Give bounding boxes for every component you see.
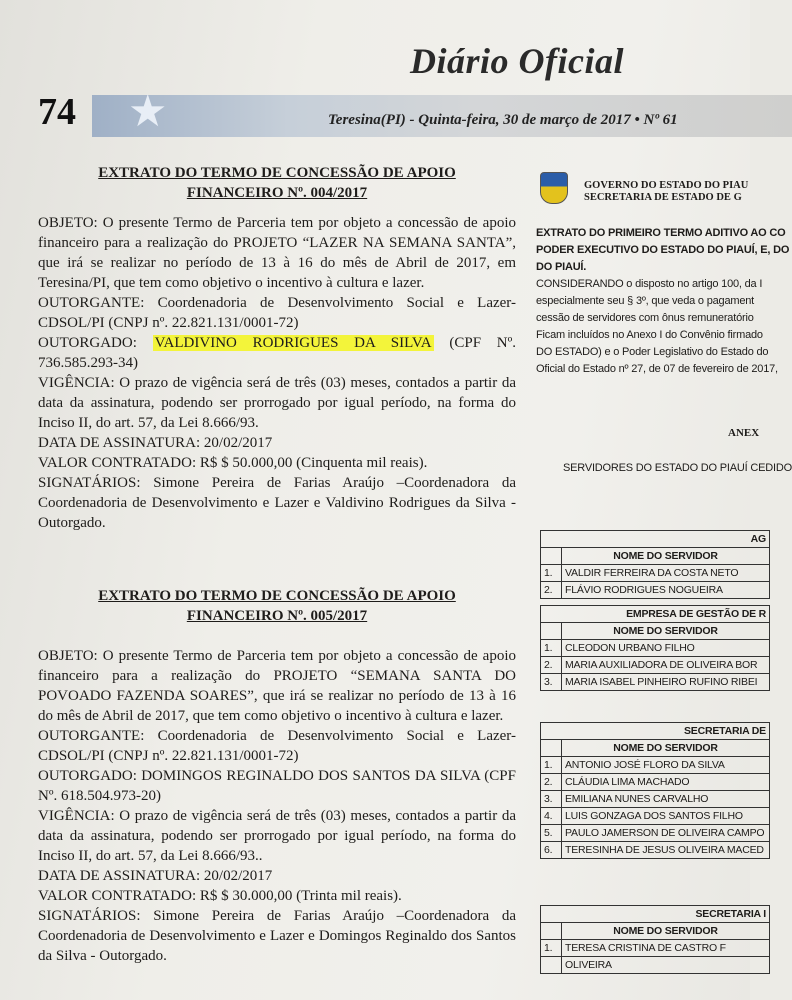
- signatarios-paragraph: SIGNATÁRIOS: Simone Pereira de Farias Araújo –Coordenadora da Coordenadoria de Desenvolvimento e Lazer e Domingos Reginaldo dos Santos da Silva - Outorgado.: [38, 908, 516, 964]
- vigencia-paragraph: VIGÊNCIA: O prazo de vigência será de três (03) meses, contados a partir da data da assinatura, podendo ser prorrogado por igual período, na forma do Inciso II, do art. 57, da Lei 8.666/93..: [38, 808, 516, 864]
- page-number: 74: [38, 91, 76, 133]
- extract-005: [38, 586, 516, 966]
- extract-title: FINANCEIRO Nº. 004/2017: [186, 185, 368, 201]
- valor-contratado: VALOR CONTRATADO: R$ $ 50.000,00 (Cinquenta mil reais).: [38, 455, 428, 471]
- column-header: NOME DO SERVIDOR: [562, 740, 770, 757]
- outorgante-paragraph: OUTORGANTE: Coordenadoria de Desenvolvimento Social e Lazer-CDSOL/PI (CNPJ nº. 22.821.131/0001-72): [38, 728, 516, 764]
- star-icon: ★: [128, 87, 168, 136]
- text-line: cessão de servidores com ônus remuneratório: [536, 312, 754, 324]
- text-line: CONSIDERANDO o disposto no artigo 100, da I: [536, 278, 763, 290]
- table-heading: EMPRESA DE GESTÃO DE R: [541, 606, 770, 623]
- table-row: 2. MARIA AUXILIADORA DE OLIVEIRA BOR: [541, 657, 770, 674]
- state-coat-of-arms-icon: [540, 172, 568, 204]
- servers-table-3: [540, 722, 770, 859]
- servers-table-1: [540, 530, 770, 599]
- highlighted-name: VALDIVINO RODRIGUES DA SILVA: [154, 335, 432, 351]
- table-heading: AG: [541, 531, 770, 548]
- text-line: DO PIAUÍ.: [536, 261, 587, 273]
- text-line: especialmente seu § 3º, que veda o pagament: [536, 295, 755, 307]
- table-heading: SECRETARIA DE: [541, 723, 770, 740]
- table-row: 2. FLÁVIO RODRIGUES NOGUEIRA: [541, 582, 770, 599]
- aditivo-text: [536, 225, 790, 378]
- data-assinatura: DATA DE ASSINATURA: 20/02/2017: [38, 435, 273, 451]
- vigencia-paragraph: VIGÊNCIA: O prazo de vigência será de três (03) meses, contados a partir da data da assinatura, podendo ser prorrogado por igual período, na forma do Inciso II, do art. 57, da Lei 8.666/93.: [38, 375, 516, 431]
- valor-contratado: VALOR CONTRATADO: R$ $ 30.000,00 (Trinta mil reais).: [38, 888, 402, 904]
- outorgado-label: OUTORGADO:: [38, 335, 153, 351]
- table-row: 5. PAULO JAMERSON DE OLIVEIRA CAMPO: [541, 825, 770, 842]
- table-row: 1. ANTONIO JOSÉ FLORO DA SILVA: [541, 757, 770, 774]
- outorgado-cpf: (CPF Nº. 736.585.293-34): [38, 335, 517, 371]
- masthead-title: Diário Oficial: [410, 41, 624, 81]
- servers-table-4: [540, 905, 770, 974]
- table-row: OLIVEIRA: [541, 957, 770, 974]
- table-row: 1. TERESA CRISTINA DE CASTRO F: [541, 940, 770, 957]
- signatarios-paragraph: SIGNATÁRIOS: Simone Pereira de Farias Araújo –Coordenadora da Coordenadoria de Desenvolvimento e Lazer e Valdivino Rodrigues da Silva - Outorgado.: [38, 475, 516, 531]
- dateline: Teresina(PI) - Quinta-feira, 30 de março de 2017 • Nº 61: [328, 112, 678, 128]
- table-row: 1. VALDIR FERREIRA DA COSTA NETO: [541, 565, 770, 582]
- table-row: 4. LUIS GONZAGA DOS SANTOS FILHO: [541, 808, 770, 825]
- objeto-paragraph: OBJETO: O presente Termo de Parceria tem por objeto a concessão de apoio financeiro para a realização do PROJETO “SEMANA SANTA DO POVOADO FAZENDA SOARES”, que irá se realizar no período de 13 à 16 do mês de Abril de 2017, que tem como objetivo o incentivo à cultura e lazer.: [38, 648, 516, 724]
- column-header: NOME DO SERVIDOR: [562, 623, 770, 640]
- extract-title: FINANCEIRO Nº. 005/2017: [186, 608, 368, 624]
- gov-line: SECRETARIA DE ESTADO DE G: [584, 192, 742, 203]
- column-header: NOME DO SERVIDOR: [562, 923, 770, 940]
- column-header: NOME DO SERVIDOR: [562, 548, 770, 565]
- extract-004: [38, 163, 516, 533]
- table-heading: SECRETARIA I: [541, 906, 770, 923]
- text-line: Ficam incluídos no Anexo I do Convênio firmado: [536, 329, 763, 341]
- table-row: 2. CLÁUDIA LIMA MACHADO: [541, 774, 770, 791]
- table-row: 3. MARIA ISABEL PINHEIRO RUFINO RIBEI: [541, 674, 770, 691]
- text-line: PODER EXECUTIVO DO ESTADO DO PIAUÍ, E, DO: [536, 244, 790, 256]
- servidores-heading: SERVIDORES DO ESTADO DO PIAUÍ CEDIDO: [563, 462, 792, 474]
- table-row: 3. EMILIANA NUNES CARVALHO: [541, 791, 770, 808]
- outorgante-paragraph: OUTORGANTE: Coordenadoria de Desenvolvimento Social e Lazer-CDSOL/PI (CNPJ nº. 22.821.131/0001-72): [38, 295, 516, 331]
- objeto-paragraph: OBJETO: O presente Termo de Parceria tem por objeto a concessão de apoio financeiro para a realização do PROJETO “LAZER NA SEMANA SANTA”, que irá se realizar no período de 13 à 16 do mês de Abril de 2017, em Teresina/PI, que tem como objetivo o incentivo à cultura e lazer.: [38, 215, 516, 291]
- government-header: [584, 180, 748, 204]
- extract-title: EXTRATO DO TERMO DE CONCESSÃO DE APOIO: [98, 588, 456, 604]
- table-row: 1. CLEODON URBANO FILHO: [541, 640, 770, 657]
- servers-table-2: [540, 605, 770, 691]
- table-row: 6. TERESINHA DE JESUS OLIVEIRA MACED: [541, 842, 770, 859]
- gov-line: GOVERNO DO ESTADO DO PIAU: [584, 180, 749, 191]
- text-line: EXTRATO DO PRIMEIRO TERMO ADITIVO AO CO: [536, 227, 786, 239]
- annex-label: ANEX: [728, 427, 760, 439]
- outorgado-paragraph: [38, 333, 516, 373]
- outorgado-paragraph: OUTORGADO: DOMINGOS REGINALDO DOS SANTOS DA SILVA (CPF Nº. 618.504.973-20): [38, 768, 516, 804]
- extract-title: EXTRATO DO TERMO DE CONCESSÃO DE APOIO: [98, 165, 456, 181]
- text-line: DO ESTADO) e o Poder Legislativo do Estado do: [536, 346, 769, 358]
- data-assinatura: DATA DE ASSINATURA: 20/02/2017: [38, 868, 273, 884]
- text-line: Oficial do Estado nº 27, de 07 de fevereiro de 2017,: [536, 363, 778, 375]
